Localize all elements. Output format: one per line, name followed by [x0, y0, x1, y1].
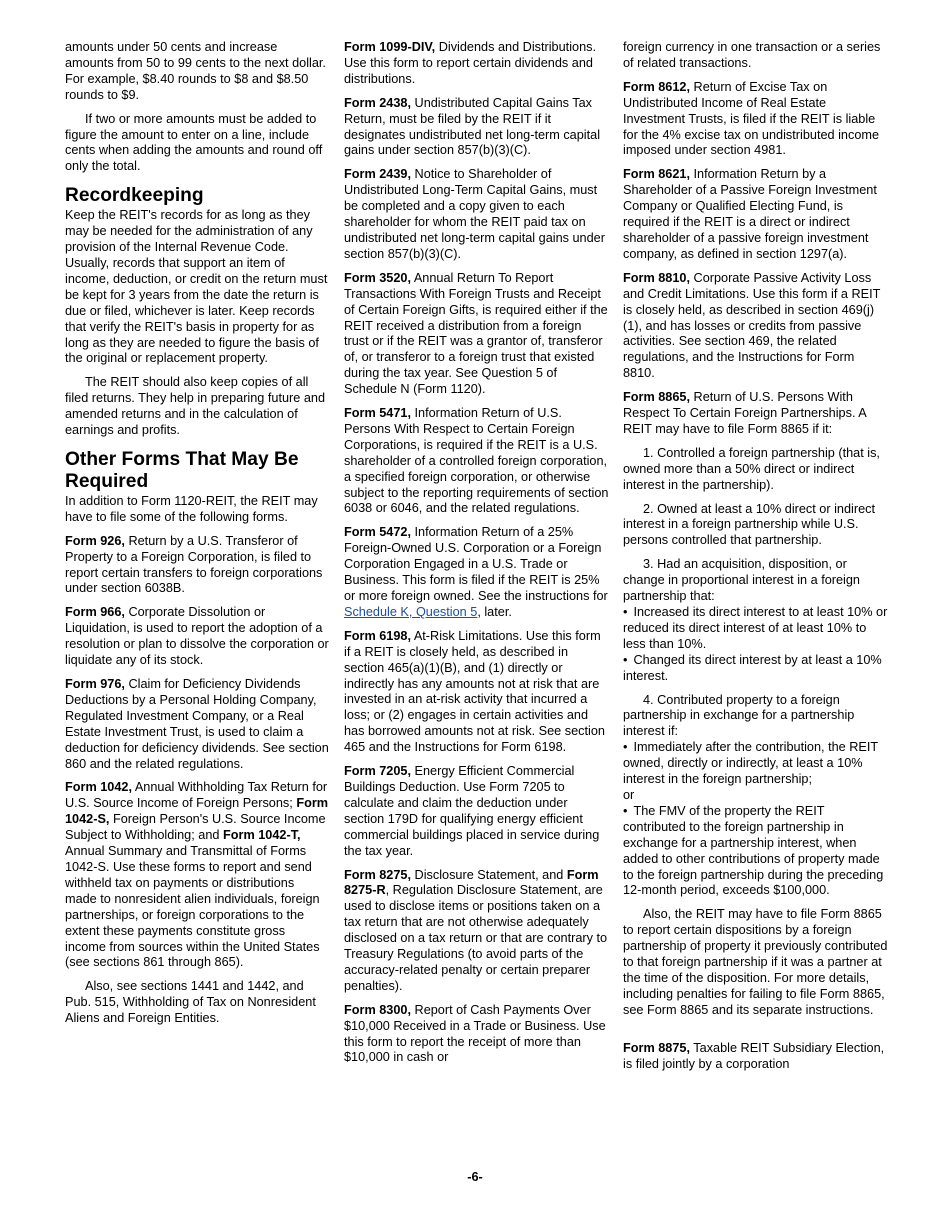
form-966-entry: [65, 605, 329, 669]
form-926-title: Form 926,: [65, 533, 125, 548]
bullet-item-4a: • Immediately after the contribution, the REIT owned, directly or indirectly, at least a 10% interest in the foreign partnership;: [623, 740, 889, 788]
form-5471-desc: Information Return of U.S. Persons With Respect to Certain Foreign Corporations, is required if the REIT is a U.S. shareholder of a controlled foreign corporation, a specified foreign corporation, or otherwise subject to the reporting requirements of section 6038 or 6046, and the related regulations.: [344, 406, 609, 516]
form-2438-desc: Undistributed Capital Gains Tax Return, must be filed by the REIT if it designates undistributed net long-term capital gains under section 857(b)(3)(C).: [344, 95, 601, 158]
form-5472-desc: Information Return of a 25% Foreign-Owned U.S. Corporation or a Foreign Corporation Engaged in a U.S. Trade or Business. This form is filed if the REIT is 25% or more foreign owned. See the instructions for: [344, 525, 608, 603]
form-5471-title: Form 5471,: [344, 406, 411, 421]
form-1099-div-title: Form 1099-DIV,: [344, 40, 436, 54]
form-8810-title: Form 8810,: [623, 270, 690, 285]
form-5472-entry: [344, 525, 609, 620]
column-right: [623, 40, 889, 1080]
form-1042t-title: Form 1042-T,: [223, 828, 301, 843]
form-1042t-desc: Annual Summary and Transmittal of Forms 1042-S. Use these forms to report and send withheld tax on payments or distributions made to nonresident alien individuals, foreign partnerships, or foreign corporations to the extent these payments constitute gross income from sources within the United States (see sections 861 through 865).: [65, 844, 320, 970]
paragraph-also-see: Also, see sections 1441 and 1442, and Pub. 515, Withholding of Tax on Nonresident Aliens and Foreign Entities.: [65, 979, 316, 1026]
bullet-item-4b: • The FMV of the property the REIT contributed to the foreign partnership in exchange for a partnership interest, when added to other contributions of property made to the foreign partnership during the preceding 12-month period, exceeds $100,000.: [623, 804, 889, 899]
form-2439-title: Form 2439,: [344, 167, 411, 182]
paragraph-two-amounts: If two or more amounts must be added to figure the amount to enter on a line, include cents when adding the amounts and round off only the total.: [65, 111, 323, 174]
form-8300-entry: [344, 1003, 609, 1067]
form-8875-title: Form 8875,: [623, 1040, 690, 1055]
form-8865-desc: Return of U.S. Persons With Respect To Certain Foreign Partnerships. A REIT may have to file Form 8865 if it:: [623, 390, 867, 436]
form-8275-desc: Disclosure Statement, and: [411, 867, 567, 882]
form-3520-title: Form 3520,: [344, 270, 411, 285]
form-2439-desc: Notice to Shareholder of Undistributed Long-Term Capital Gains, must be completed and a copy given to each shareholder for whom the REIT paid tax on undistributed net long-term capital gains under section 857(b)(3)(C).: [344, 167, 605, 261]
form-2438-entry: [344, 96, 609, 160]
form-8612-title: Form 8612,: [623, 79, 690, 94]
paragraph-keep-records: Keep the REIT's records for as long as they may be needed for the administration of any provision of the Internal Revenue Code. Usually, records that support an item of income, deduction, or credit on the return must be kept for 3 years from the date the return is due or filed, whichever is later. Keep records that verify the REIT's basis in property for as long as they are needed to figure the basis of the original or replacement property.: [65, 208, 328, 366]
form-8275-title: Form 8275,: [344, 867, 411, 882]
form-926-entry: [65, 534, 329, 598]
form-2439-entry: [344, 167, 609, 262]
column-left: [65, 40, 329, 1035]
form-1042s-title: Form 1042-S,: [65, 796, 329, 827]
form-1042s-desc: Foreign Person's U.S. Source Income Subject to Withholding; and: [65, 812, 326, 843]
list-item-3: 3. Had an acquisition, disposition, or change in proportional interest in a foreign partnership that:: [623, 557, 860, 604]
or-text: or: [623, 787, 635, 802]
form-8865-entry: [623, 390, 889, 438]
form-5472-title: Form 5472,: [344, 525, 411, 540]
form-7205-desc: Energy Efficient Commercial Buildings Deduction. Use Form 7205 to calculate and claim the deduction under section 179D for qualifying energy efficient commercial buildings placed in service during the tax year.: [344, 764, 600, 858]
form-8621-title: Form 8621,: [623, 167, 690, 182]
form-6198-desc: At-Risk Limitations. Use this form if a REIT is closely held, as described in section 465(a)(1)(B), and (1) directly or indirectly has any amounts not at risk that are invested in an at-risk activity that incurred a loss; or (2) engages in certain activities and has borrowed amounts not at risk. See section 465 and the Instructions for Form 6198.: [344, 628, 605, 755]
form-8275r-title: Form 8275-R: [344, 867, 599, 898]
form-1042-title: Form 1042,: [65, 780, 132, 795]
form-8621-desc: Information Return by a Shareholder of a Passive Foreign Investment Company or Qualified Electing Fund, is required if the REIT is a direct or indirect shareholder of a passive foreign investment company, as defined in section 1297(a).: [623, 167, 877, 261]
form-7205-title: Form 7205,: [344, 764, 411, 779]
paragraph-rounding: amounts under 50 cents and increase amounts from 50 to 99 cents to the next dollar. For example, $8.40 rounds to $8 and $8.50 rounds to $9.: [65, 40, 326, 102]
form-1042-desc: Annual Withholding Tax Return for U.S. Source Income of Foreign Persons;: [65, 780, 328, 811]
form-6198-title: Form 6198,: [344, 628, 411, 643]
form-8621-entry: [623, 167, 889, 262]
paragraph-keep-copies: The REIT should also keep copies of all filed returns. They help in preparing future and amended returns and in the calculation of earnings and profits.: [65, 375, 326, 438]
form-1042-entry: [65, 780, 329, 971]
paragraph-forms-intro: In addition to Form 1120-REIT, the REIT may have to file some of the following forms.: [65, 493, 318, 524]
spacer: [623, 1027, 889, 1041]
form-8875-desc: Taxable REIT Subsidiary Election, is filed jointly by a corporation: [623, 1040, 885, 1071]
form-8810-entry: [623, 271, 889, 382]
form-1099-div-entry: [344, 40, 609, 88]
list-item-2: 2. Owned at least a 10% direct or indirect interest in a foreign partnership while U.S. persons controlled that partnership.: [623, 501, 876, 548]
form-5472-end: , later.: [477, 604, 512, 619]
list-item-1: 1. Controlled a foreign partnership (that is, owned more than a 50% direct or indirect interest in the partnership).: [623, 445, 880, 492]
form-1099-div-desc: Dividends and Distributions. Use this form to report certain dividends and distributions.: [344, 40, 596, 86]
paragraph-also-reit: Also, the REIT may have to file Form 8865 to report certain dispositions by a foreign partnership of property it previously contributed to that foreign partnership if it was a partner at the time of the disposition. For more details, including penalties for failing to file Form 8865, see Form 8865 and its separate instructions.: [623, 907, 888, 1017]
form-976-title: Form 976,: [65, 677, 125, 691]
bullet-item-3b: • Changed its direct interest by at least a 10% interest.: [623, 653, 889, 685]
schedule-k-question-5-link[interactable]: Schedule K, Question 5: [344, 604, 478, 619]
form-8300-desc: Report of Cash Payments Over $10,000 Received in a Trade or Business. Use this form to report the receipt of more than $10,000 in cash or: [344, 1002, 606, 1065]
form-8612-entry: [623, 80, 889, 160]
heading-other-forms: Other Forms That May Be Required: [65, 448, 299, 492]
form-926-desc: Return by a U.S. Transferor of Property to a Foreign Corporation, is filed to report certain transfers to foreign corporations under section 6038B.: [65, 533, 323, 596]
list-item-4: 4. Contributed property to a foreign partnership in exchange for a partnership interest if:: [623, 692, 855, 739]
form-8612-desc: Return of Excise Tax on Undistributed Income of Real Estate Investment Trusts, is filed if the REIT is liable for the 4% excise tax on undistributed income imposed under section 4981.: [623, 79, 880, 158]
form-8810-desc: Corporate Passive Activity Loss and Credit Limitations. Use this form if a REIT is closely held, as described in section 469(j)(1), and has losses or credits from passive activities. See section 469, the related regulations, and the Instructions for Form 8810.: [623, 270, 881, 381]
form-8300-title: Form 8300,: [344, 1002, 411, 1017]
form-966-desc: Corporate Dissolution or Liquidation, is used to report the adoption of a resolution or plan to dissolve the corporation or liquidate any of its stock.: [65, 605, 329, 668]
form-8275r-desc: , Regulation Disclosure Statement, are used to disclose items or positions taken on a tax return that are not otherwise adequately disclosed on a tax return or that are contrary to Treasury Regulations (to avoid parts of the accuracy-related penalty or certain preparer penalties).: [344, 883, 608, 993]
form-2438-title: Form 2438,: [344, 95, 411, 110]
form-3520-entry: [344, 271, 609, 398]
page-number: -6-: [467, 1170, 483, 1184]
form-7205-entry: [344, 764, 609, 859]
form-8865-title: Form 8865,: [623, 390, 690, 405]
form-966-title: Form 966,: [65, 605, 125, 620]
form-8275-entry: [344, 868, 609, 995]
form-6198-entry: [344, 629, 609, 756]
form-5471-entry: [344, 406, 609, 517]
heading-recordkeeping: Recordkeeping: [65, 185, 204, 207]
form-976-desc: Claim for Deficiency Dividends Deductions by a Personal Holding Company, Regulated Investment Company, or a Real Estate Investment Trust, is used to claim a deduction for deficiency dividends. See section 860 and the related regulations.: [65, 677, 329, 771]
form-3520-desc: Annual Return To Report Transactions With Foreign Trusts and Receipt of Certain Foreign Gifts, is required either if the REIT received a distribution from a foreign trust or if the REIT was a grantor of, transferor of, or transferor to a foreign trust that existed during the tax year. See Question 5 of Schedule N (Form 1120).: [344, 270, 608, 397]
column-middle: [344, 40, 609, 1074]
form-976-entry: [65, 677, 329, 772]
form-8875-entry: [623, 1041, 889, 1073]
bullet-item-3a: • Increased its direct interest to at least 10% or reduced its direct interest of at least 10% to less than 10%.: [623, 605, 889, 653]
paragraph-foreign-currency: foreign currency in one transaction or a series of related transactions.: [623, 40, 881, 70]
